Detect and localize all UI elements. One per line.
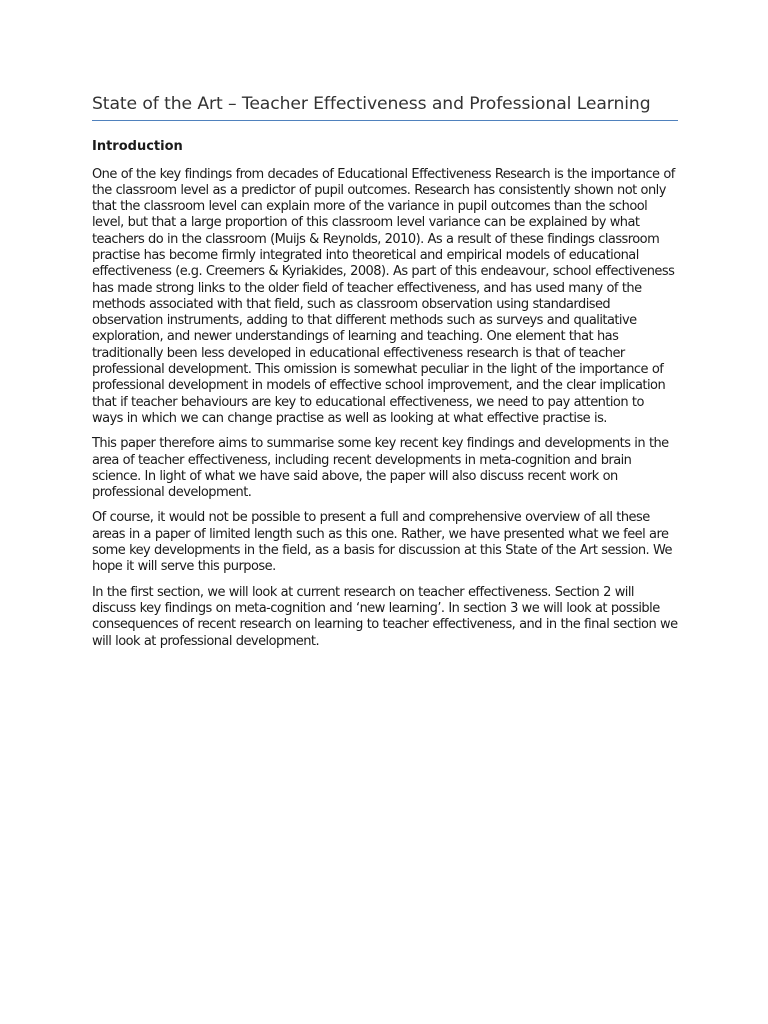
paragraph-4: In the first section, we will look at current research on teacher effectiveness. Section 2 will discuss key findings on meta-cognition and ‘new learning’. In section 3 we will look at possible consequences of recent research on learning to teacher effectiveness, and in the final section we will look at professional development. xyxy=(92,584,678,649)
document-title: State of the Art – Teacher Effectiveness and Professional Learning xyxy=(92,94,678,121)
paragraph-1: One of the key findings from decades of Educational Effectiveness Research is the importance of the classroom level as a predictor of pupil outcomes. Research has consistently shown not only that the classroom level can explain more of the variance in pupil outcomes than the school level, but that a large proportion of this classroom level variance can be explained by what teachers do in the classroom (Muijs & Reynolds, 2010). As a result of these findings classroom practise has become firmly integrated into theoretical and empirical models of educational effectiveness (e.g. Creemers & Kyriakides, 2008). As part of this endeavour, school effectiveness has made strong links to the older field of teacher effectiveness, and has used many of the methods associated with that field, such as classroom observation using standardised observation instruments, adding to that different methods such as surveys and qualitative exploration, and newer understandings of learning and teaching. One element that has traditionally been less developed in educational effectiveness research is that of teacher professional development. This omission is somewhat peculiar in the light of the importance of professional development in models of effective school improvement, and the clear implication that if teacher behaviours are key to educational effectiveness, we need to pay attention to ways in which we can change practise as well as looking at what effective practise is. xyxy=(92,166,675,426)
document-page xyxy=(92,94,678,659)
paragraph-3: Of course, it would not be possible to present a full and comprehensive overview of all these areas in a paper of limited length such as this one. Rather, we have presented what we feel are some key developments in the field, as a basis for discussion at this State of the Art session. We hope it will serve this purpose. xyxy=(92,510,672,575)
paragraph-2: This paper therefore aims to summarise some key recent key findings and developments in the area of teacher effectiveness, including recent developments in meta-cognition and brain science. In light of what we have said above, the paper will also discuss recent work on professional development. xyxy=(92,436,669,501)
section-heading-introduction: Introduction xyxy=(92,138,183,154)
